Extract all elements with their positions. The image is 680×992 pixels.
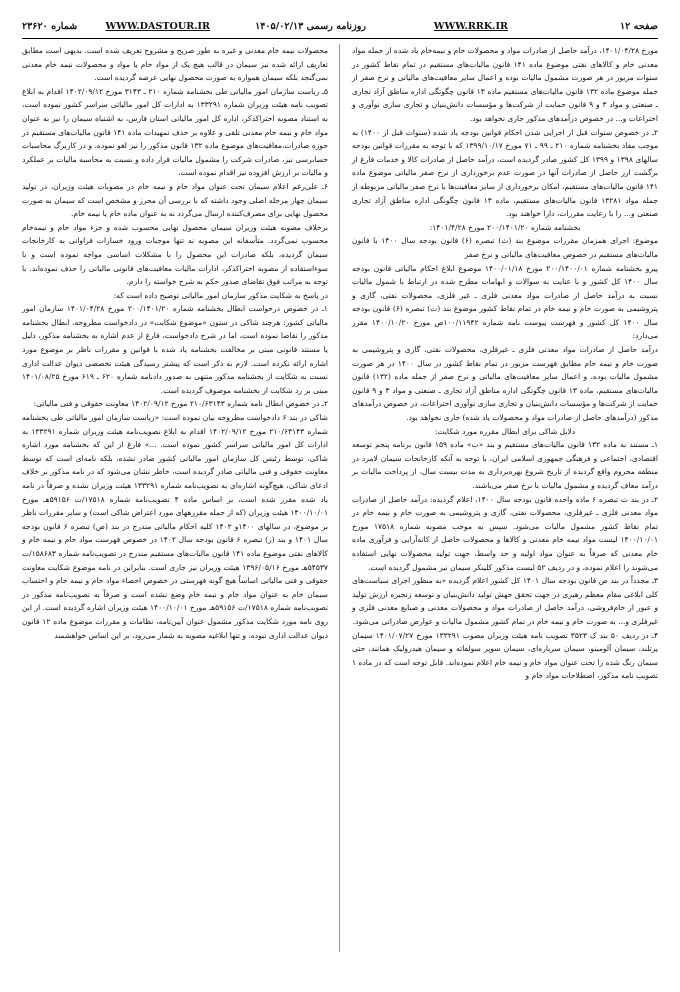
- circular-heading: بخشنامه شماره ۲۰۰/۱۴۰۱/۲۰ مورخ ۱۴۰۱/۴/۲۸:: [429, 222, 581, 232]
- header-rule: [22, 38, 658, 39]
- paragraph: ۳ـ مجدداً در بند ص قانون بودجه سال ۱۴۰۱ کل کشور اعلام گردیده «به منظور اجرای سیاست‌های کلی ابلاغی مقام معظم رهبری در جهت تحقق جهش تولید دانش‌بنیان و توسعه زنجیره ارزش تولید و عبور از خام‌فروشی، درآمد حاصل از صادرات مواد و محصولات معدنی و صنایع معدنی فلزی و غیرفلزی و... به صورت خام و نیمه خام در تمام کشور مشمول مالیات و عوارض صادراتی می‌شود.: [352, 576, 658, 626]
- paragraph: ۴ـ در ردیف ۵۰ بند ک ۳۵۲۳ تصویب نامه هیئت وزیران مصوب ۱۳۳۲۹۱ مورخ ۱۴۰۱/۰۷/۲۷ سیمان پرتلند، سیمان آلومینو، سیمان سرباره‌ای، سیمان سوپر سولفاته و سیمان هیدرولیک همانند، حتی سیمان رنگ شده را تحت عنوان مواد خام و نیمه خام اعلام نموده‌اند. قابل توجه است که در ماده ۱ تصویب نامه مذکور، اصطلاحات مواد خام و: [352, 630, 658, 681]
- paragraph: شاکی در بند ۶ دادخواست مطروحه بیان نموده است: «ریاست سازمان امور مالیاتی طی بخشنامه شماره ۲۱۰/۶۳۱۴۳ مورخ ۱۴۰۲/۰۹/۱۲ اقدام به ابلاغ تصویب‌نامه هیئت وزیران شماره ۱۳۳۲۹۱ به ادارات کل امور مالیاتی سراسر کشور نموده است. ...» فارغ از این که بخشنامه مورد اشاره شاکی، توسط رئیس کل سازمان امور مالیاتی کشور صادر نشده، بلکه نامه‌ای است که توسط معاونت حقوقی و فنی مالیاتی صادر گردیده است، خاطر نشان می‌شود که در نامه مذکور بر خلاف ادعای شاکی، هیچ‌گونه اشاره‌ای به تصویب‌نامه شماره ۱۳۳۲۹۱ هیئت وزیران نشده و صرفاً در نامه یاد شده مقرر شده است، بر اساس ماده ۴ تصویب‌نامه شماره ۱۷۵۱۸/ت ۵۹۱۵۶هـ مورخ ۱۴۰۰/۱۰/۰۱ هیئت وزیران (که از جمله مقررههای مورد اعتراض شاکی است) و سایر مقررات ناظر بر موضوع، در سالهای ۱۴۰۰و ۱۴۰۲ کلیه احکام مالیاتی مندرج در بند (ص) تبصره ۶ قانون بودجه سال ۱۴۰۱ و بند (ز) تبصره ۶ قانون بودجه سال ۱۴۰۲ در خصوص فهرست مواد خام و نیمه خام و کالاهای نفتی موضوع ماده ۱۴۱ قانون مالیات‌های مستقیم مندرج در تصویب‌نامه شماره ۱۵۸۶۸۳/ت ۵۴۵۳۷هـ مورخ ۱۳۹۶/۰۵/۱۶ هیئت وزیران نیز جاری است. بنابراین در نامه موضوع شکایت معاونت حقوقی و فنی مالیاتی اساساً هیچ گونه فهرستی در خصوص احصاء مواد خام و نیمه خام و احتساب سیمان خام به عنوان مواد خام و نیمه خام وضع نشده است و صرفاً به تصویب‌نامه مذکور در تصویب‌نامه شماره ۱۷۵۱۸/ت ۵۹۱۵۶هـ مورخ ۱۴۰۰/۱۰/۰۱ هیئت وزیران اشاره گردیده است. از این روی نامه مورد شکایت مذکور مشمول عنوان آیین‌نامه، نظامات و مقررات موضوع ماده ۱۲ قانون دیوان عدالت اداری نبوده، و تنها ابلاغیه مصوبه به شمار می‌رود، بر این اساس خواهشمند: [22, 413, 329, 640]
- column-divider: [339, 44, 340, 952]
- right-column: [352, 44, 658, 683]
- issue-number: شماره ۲۳۶۲۰: [22, 21, 78, 32]
- paragraph: محصولات نیمه خام معدنی و غیره به طور صریح و مشروح تعریف شده است. بدیهی است مطابق تعاریف ارائه شده نیز سیمان در قالب هیچ یک از مواد خام یا مواد و محصولات نیمه خام معدنی نمی‌گنجد بلکه سیمان همواره به صورت محصول نهایی عرضه گردیده است.: [22, 46, 328, 83]
- paragraph: موضوع: اجرای همزمان مقررات موضوع بند (ث) تبصره (۶) قانون بودجه سال ۱۴۰۰ با قانون مالیات‌های مستقیم در خصوص معافیت‌های مالیاتی و نرخ صفر: [352, 236, 659, 259]
- paragraph: مورخ ۱۴۰۱/۰۴/۲۸، درآمد حاصل از صادرات مواد و محصولات خام و نیمه‌خام یاد شده از جمله مواد معدنی خام و کالاهای نفتی موضوع ماده ۱۴۱ قانون مالیات‌های مستقیم در تمام نقاط کشور در سنوات مزبور در هر صورت مشمول مالیات بوده و اعمال سایر معافیت‌های مالیاتی و نرخ صفر از جمله موضوع ماده ۱۳۲ قانون مالیات‌های مستقیم ماده ۱۳ قانون چگونگی اداره مناطق آزاد تجاری ـ صنعتی و مواد ۳ و ۹ قانون حمایت از شرکت‌ها و مؤسسات دانش‌بنیان و تجاری سازی نوآوری و اختراعات و... در خصوص درآمدهای مذکور جاری نخواهد بود.: [352, 46, 659, 123]
- paragraph: ۲ـ در خصوص سنوات قبل از اجرایی شدن احکام قوانین بودجه یاد شده (سنوات قبل از ۱۴۰۰) به موجب مفاد بخشنامه شماره ۲۱۰ ـ ۹۹ ـ ۷۱ مورخ ۱۳۹۹/۱۰/۱۷ که با توجه به مقررات قوانین بودجه سالهای ۱۳۹۸ و ۱۳۹۹ کل کشور صادر گردیده است، درآمد حاصل از صادرات کالا و خدمات فارغ از برگشت ارز حاصل از صادرات آنها در صورت عدم برخورداری از نرخ صفر مالیاتی موضوع ماده ۱۴۱ قانون مالیات‌های مستقیم، امکان برخورداری از سایر معافیت‌ها با نرخ صفر مالیاتی مربوطه از جمله مواد ۱۳۲۸۱ قانون مالیات‌های مستقیم، ماده ۱۳ قانون چگونگی اداره مناطق آزاد تجاری صنعتی و... را با رعایت مقررات، دارا خواهند بود.: [352, 127, 659, 219]
- dastour-website-link[interactable]: WWW.DASTOUR.IR: [105, 21, 210, 32]
- rrk-website-link[interactable]: WWW.RRK.IR: [433, 21, 508, 32]
- paragraph: ۱ـ مستند به ماده ۱۳۲ قانون مالیات‌های مستقیم و بند «ب» ماده ۱۵۹ قانون برنامه پنجم توسعه اقتصادی، اجتماعی و فرهنگی جمهوری اسلامی ایران، با توجه به آنکه کارخانجات سیمان لامرد در منطقه محروم واقع گردیده از تاریخ شروع بهره‌برداری به مدت بیست سال، از پرداخت مالیات بر درآمد معاف گردیده و مشمول مالیات با نرخ صفر می‌باشند.: [352, 440, 658, 490]
- paragraph: درآمد حاصل از صادرات مواد معدنی فلزی ـ غیرفلزی، محصولات نفتی، گازی و پتروشیمی به صورت خام و نیمه خام مطابق فهرست مزبور در تمام نقاط کشور در سال ۱۴۰۰ در هر صورت مشمول مالیات بوده، و اعمال سایر معافیت‌های مالیاتی و نرخ صفر از جمله ماده (۱۳۲) قانون مالیات‌های مستقیم، ماده ۱۳ قانون چگونگی اداره مناطق آزاد تجاری ـ صنعتی و مواد ۳ و ۹ قانون حمایت از شرکت‌ها و مؤسسات دانش‌بنیان و تجاری سازی نوآوری اختراعات، در خصوص درآمدهای مذکور (درآمدهای حاصل از صادرات مواد و محصولات یاد شده) جاری نخواهد بود.: [352, 345, 658, 423]
- paragraph: ۲ـ در خصوص ابطال نامه شماره ۲۱۰/۶۳۱۴۳ مورخ ۱۴۰۲/۰۹/۱۲ معاونت حقوقی و فنی مالیاتی:: [33, 399, 328, 409]
- paragraph: ۵ـ ریاست سازمان امور مالیاتی طی بخشنامه شماره ۲۱۰ ـ ۳۱۴۳ مورخ ۱۴۰۲/۰۹/۱۲ اقدام به ابلاغ تصویب نامه هیئت وزیران شماره ۱۳۳۲۹۱ به ادارات کل امور مالیاتی سراسر کشور نموده است، به استناد مصوبه اختراکذکر، اداره کل امور مالیاتی استان فارس، به اشتباه سیمان را نیز به عنوان مواد خام و نیمه خام معدنی تلقی و علاوه بر حذف تمهیدات ماده ۱۴۱ قانون مالیات‌های مستقیم در حوزه صادرات،معافیت‌های موضوع ماده ۱۳۲ قانون مذکور را نیز لغو نموده، و در کاربرگ محاسبات حسابرسی نیز، صادرات شرکت را مشمول مالیات قرار داده و نسبت به محاسبه مالیات بر عملکرد و مالیات بر ارزش افزوده نیز اقدام نموده است.: [22, 86, 328, 178]
- paragraph: در پاسخ به شکایت مذکور سازمان امور مالیاتی توضیح داده است که:: [113, 290, 328, 300]
- gazette-date: روزنامه رسمی ۱۴۰۵/۰۲/۱۳: [255, 21, 366, 32]
- paragraph: ۶ـ علی‌رغم اعلام سیمان تحت عنوان مواد خام و نیمه خام در مصوبات هیئت وزیران، در تولید سیمان چهار مرحله اصلی وجود داشته که با بررسی آن محرز و مشخص است که سیمان به صورت محصول نهایی برای مصرف‌کننده ارسال می‌گردد نه به عنوان ماده خام یا نیمه خام.: [22, 181, 328, 219]
- page-number: صفحه ۱۲: [620, 21, 658, 32]
- page-header: [22, 18, 658, 38]
- section-heading: دلایل شاکی برای ابطال مقرره مورد شکایت:: [434, 426, 576, 436]
- paragraph: پیرو بخشنامه شماره ۲۰۰/۱۴۰۰/۰۱ مورخ ۱۴۰۰/۰۱/۱۸ موضوع ابلاغ احکام مالیاتی قانون بودجه سال ۱۴۰۰ کل کشور و با عنایت به سوالات و ابهامات مطرح شده در ارتباط با شمول مالیات نسبت به درآمد حاصل از صادرات مواد معدنی فلزی ـ غیر فلزی، محصولات نفتی، گازی و پتروشیمی به صورت خام و نیمه خام در تمام نقاط کشور موضوع بند (ث) تبصره (۶) قانون بودجه سال ۱۴۰۰ کل کشور و فهرست پیوست نامه شماره ۱۰۰/۱۱۹۴۲ص مورخ ۱۴۰۰/۱۰/۲۰ مقرر می‌دارد:: [352, 263, 658, 341]
- paragraph: ۲ـ در بند ث تبصره ۶ ماده واحده قانون بودجه سال ۱۴۰۰، اعلام گردیده: درآمد حاصل از صادرات مواد معدنی فلزی ـ غیرفلزی، محصولات نفتی، گازی و پتروشیمی به صورت خام و نیمه خام در تمام نقاط کشور مشمول مالیات می‌شود. سپس به موجب مصوبه شماره ۱۷۵۱۸ مورخ ۱۴۰۰/۱۰/۰۱ لیست مواد نیمه خام معدنی و کالاها و محصولات حاصل از کانه‌آرایی و فرآوری ماده خام معدنی که صرفاً به عنوان مواد اولیه و حد واسط، جهت تولید محصولات نهایی استفاده می‌شوند را اعلام نموده، و در ردیف ۵۲ لیست مذکور کلینکر سیمان نیز مشمول گردیده است.: [352, 494, 659, 572]
- paragraph: ۱ـ در خصوص درخواست ابطال بخشنامه شماره ۲۰۰/۱۴۰۱/۲۰ مورخ ۱۴۰۱/۰۴/۲۸ سازمان امور مالیاتی کشور: هرچند شاکی در ستون «موضوع شکایت» در دادخواست مطروحه، ابطال بخشنامه مذکور را تقاضا نموده است، اما در شرح دادخواست، فارغ از عدم اشاره به بخشنامه مذکور، دلیل یا مستند قانونی مبنی بر مخالفت بخشنامه یاد شده با قوانین و مقررات ناظر بر موضوع مورد اشاره ارائه نکرده است. لازم به ذکر است که پیشتر رسیدگی هیئت تخصصی دیوان عدالت اداری نسبت به شکایت از بخشنامه مذکور منتهی به صدور دادنامه شماره ۶۲۰ ـ ۶۱۹ مورخ ۱۴۰۱/۰۸/۲۵ مبنی بر رد شکایت از بخشنامه موصوف گردیده است.: [22, 304, 328, 395]
- paragraph: برخلاف مصوبه هیئت وزیران سیمان محصول نهایی محسوب شده و جزء مواد خام و نیمه‌خام محسوب نمی‌گردد. متأسفانه این مصوبه نه تنها موجبات ورود خسارات فراوانی به کارخانجات سیمان گردیده، بلکه صادرات این محصول را با مشکلات اساسی مواجه نموده است و با سوءاستفاده از مصوبه اختراکذکر، ادارات مالیات معافیت‌های قانونی مالیاتی را حذف نموده‌اند. با توجه به مراتب فوق تقاضای صدور حکم به شرح خواسته را دارم.: [22, 222, 328, 287]
- left-column: [22, 44, 328, 642]
